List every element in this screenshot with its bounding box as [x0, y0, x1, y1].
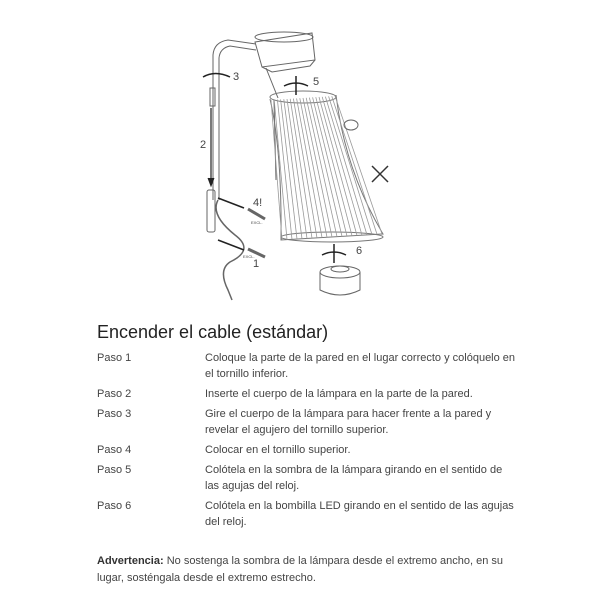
shade-rib: [329, 96, 372, 234]
warning-note: [97, 553, 517, 587]
lamp-arm-inner: [219, 46, 256, 200]
shade-rib: [290, 99, 312, 238]
wall-plate: [207, 190, 215, 232]
shade-rib: [281, 99, 297, 239]
step-row: [97, 442, 517, 458]
label-step-3: 3: [233, 71, 240, 83]
shade-rib: [319, 97, 357, 236]
step-label: Paso 6: [97, 500, 132, 512]
bulb-icon: [344, 120, 358, 130]
shade-rib: [284, 99, 302, 239]
step-label: Paso 2: [97, 388, 132, 400]
step-row: [97, 386, 517, 402]
label-step-4: 4!: [253, 197, 263, 209]
arrow-1: [218, 240, 244, 250]
label-step-1: 1: [253, 258, 260, 270]
label-excl-bottom: EXCL.: [243, 254, 255, 259]
shade-rib: [332, 96, 377, 234]
rotate-arrow-6: [322, 244, 346, 263]
step-text: Gire el cuerpo de la lámpara para hacer frente a la pared y revelar el agujero del tornillo superior.: [205, 408, 492, 436]
shade-rib: [309, 98, 342, 237]
no-hold-icon: [372, 166, 388, 182]
step-label: Paso 5: [97, 464, 132, 476]
steps-list: [97, 350, 517, 534]
label-step-5: 5: [313, 76, 320, 88]
warning-text: No sostenga la sombra de la lámpara desde el extremo ancho, en su lugar, sosténgala desde el extremo estrecho.: [97, 555, 504, 584]
step-row: [97, 462, 517, 494]
step-row: [97, 406, 517, 438]
arrow-4: [218, 198, 244, 208]
step-row: [97, 350, 517, 382]
step-text: Coloque la parte de la pared en el lugar correcto y colóquelo en el tornillo inferior.: [205, 352, 516, 380]
step-text: Inserte el cuerpo de la lámpara en la parte de la pared.: [205, 388, 473, 400]
step-label: Paso 4: [97, 444, 132, 456]
screw-top: [248, 209, 265, 219]
warning-label: Advertencia:: [97, 555, 164, 567]
rotate-arrow-3: [203, 74, 230, 78]
shade-rib: [303, 98, 332, 237]
label-step-6: 6: [356, 245, 363, 257]
label-excl-top: EXCL.: [251, 220, 263, 225]
step-label: Paso 3: [97, 408, 132, 420]
step-text: Colocar en el tornillo superior.: [205, 444, 351, 456]
lamp-head: [255, 32, 315, 72]
lamp-shade: [270, 91, 383, 242]
page-title: Encender el cable (estándar): [97, 322, 329, 342]
step-text: Colótela en la sombra de la lámpara girando en el sentido de las agujas del reloj.: [205, 464, 503, 492]
step-label: Paso 1: [97, 352, 132, 364]
step-row: [97, 498, 517, 530]
lamp-base: [320, 266, 360, 295]
label-step-2: 2: [200, 139, 207, 151]
cable: [216, 200, 244, 300]
step-text: Colótela en la bombilla LED girando en el sentido de las agujas del reloj.: [205, 500, 514, 528]
